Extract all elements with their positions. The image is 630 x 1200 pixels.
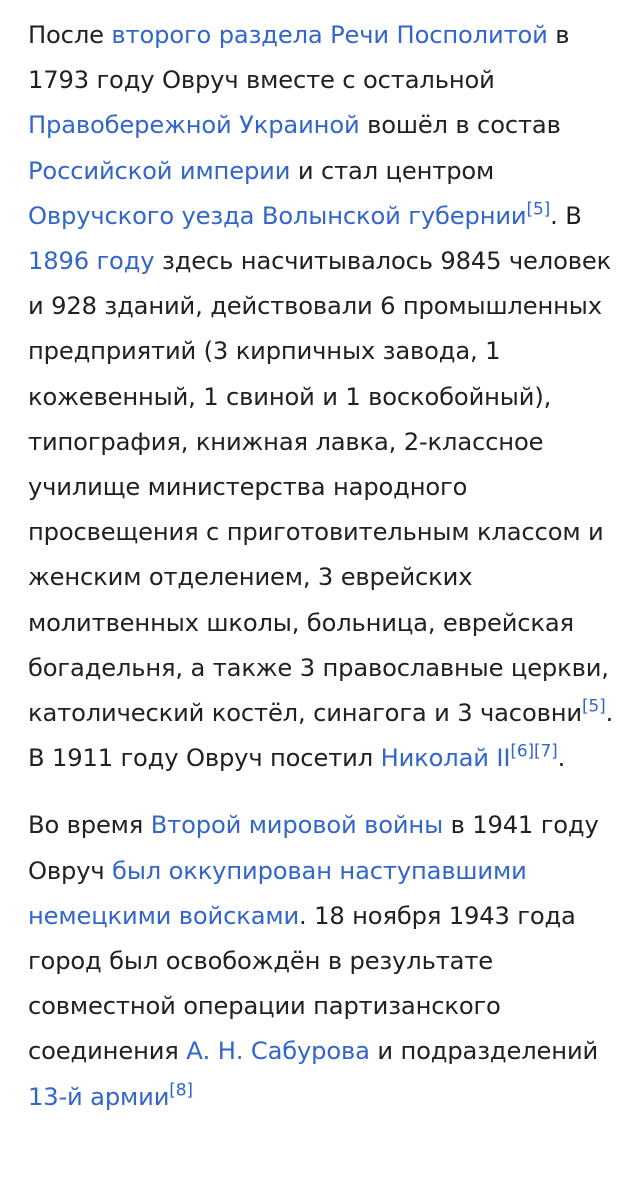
text-segment: После: [28, 21, 112, 49]
text-segment: и подразделений: [369, 1037, 599, 1066]
link-13th-army[interactable]: 13-й армии: [28, 1082, 170, 1111]
reference-link-5[interactable]: [5]: [526, 199, 551, 220]
text-segment: . В: [550, 201, 582, 230]
link-world-war-ii[interactable]: Второй мировой войны: [150, 811, 444, 840]
link-year-1896[interactable]: 1896 году: [28, 247, 155, 276]
text-segment: . 18 ноября 1943 года город был освобождён в результате совместной операции партизанского соединения: [28, 901, 576, 1066]
link-saburov[interactable]: А. Н. Сабурова: [186, 1037, 370, 1066]
reference-link-6[interactable]: [6]: [510, 741, 534, 762]
history-paragraph-2: [28, 803, 618, 1119]
link-german-occupation[interactable]: был оккупирован наступавшими немецкими войсками: [28, 856, 527, 930]
link-russian-empire[interactable]: Российской империи: [28, 156, 291, 185]
history-paragraph-1: [28, 13, 618, 781]
text-segment: в 1941 году Овруч: [28, 811, 599, 885]
link-right-bank-ukraine[interactable]: Правобережной Украиной: [28, 111, 360, 140]
link-second-partition[interactable]: второго раздела Речи Посполитой: [111, 21, 548, 49]
text-segment: . В 1911 году Овруч посетил: [28, 699, 614, 773]
text-segment: и стал центром: [290, 156, 495, 185]
text-segment: в 1793 году Овруч вместе с остальной: [28, 21, 570, 95]
reference-link-7[interactable]: [7]: [533, 741, 558, 762]
text-segment: Во время: [28, 811, 151, 840]
text-segment: вошёл в состав: [359, 111, 561, 140]
text-segment: .: [557, 744, 566, 773]
link-ovruch-uyezd[interactable]: Овручского уезда Волынской губернии: [28, 201, 527, 230]
reference-link-5[interactable]: [5]: [581, 696, 606, 717]
article-content: [28, 13, 618, 1120]
text-segment: здесь насчитывалось 9845 человек и 928 зданий, действовали 6 промышленных предприятий (3 кирпичных завода, 1 кожевенный, 1 свиной и 1 воскобойный), типография, книжная лавка, 2-классное училище министерства народного просвещения с приготовительным классом и женским отделением, 3 еврейских молитвенных школы, больница, еврейская богадельня, а также 3 православные церкви, католический костёл, синагога и 3 часовни: [28, 247, 612, 728]
link-nicholas-ii[interactable]: Николай II: [380, 744, 511, 773]
reference-link-8[interactable]: [8]: [169, 1080, 193, 1101]
